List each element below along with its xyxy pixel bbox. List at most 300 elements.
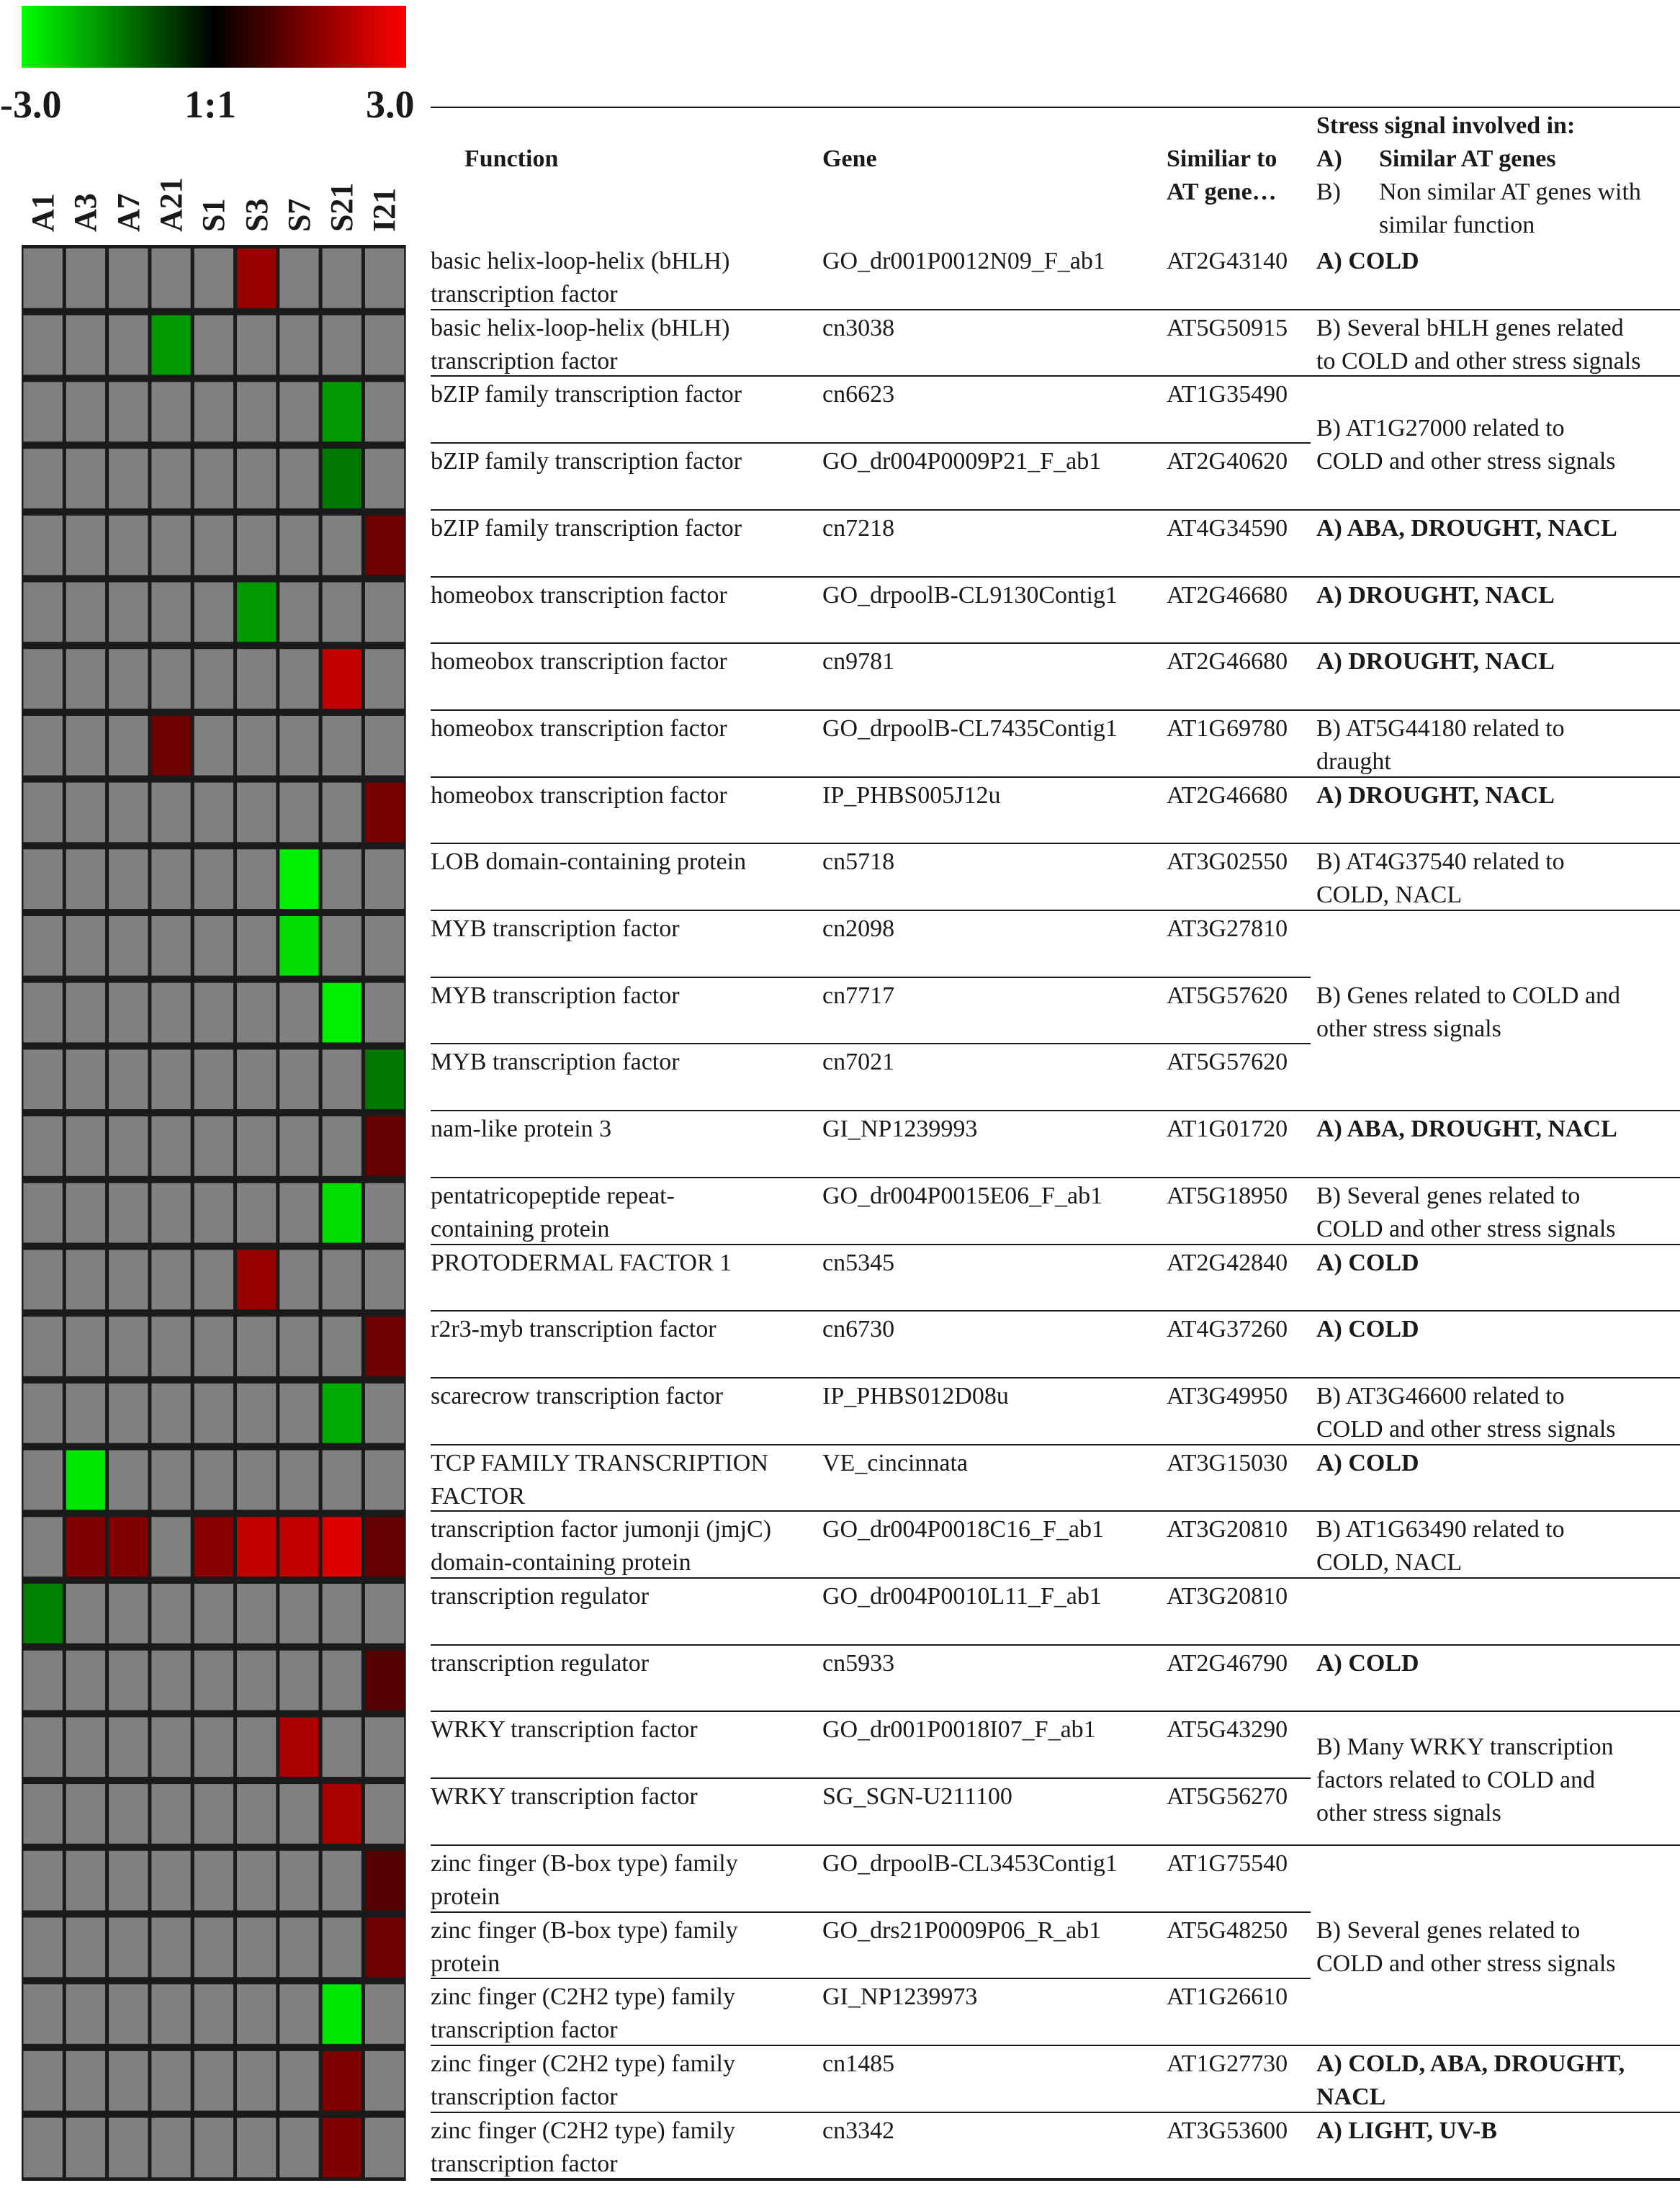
heatmap-cell-r1-S7 xyxy=(279,315,318,375)
heatmap-cell-r12-S21 xyxy=(323,1049,361,1109)
heatmap-cell-r17-S1 xyxy=(194,1384,233,1443)
heatmap-cell-r24-S21 xyxy=(323,1851,361,1911)
heatmap-cell-r24-A21 xyxy=(151,1851,190,1911)
table-bottom-rule xyxy=(431,2179,1680,2181)
heatmap-cell-r22-A1 xyxy=(24,1717,63,1777)
stress-note: A) COLD xyxy=(1316,1649,1419,1677)
stress-note: A) ABA, DROUGHT, NACL xyxy=(1316,1116,1617,1143)
heatmap-cell-r8-A1 xyxy=(24,783,63,843)
heatmap-cell-r15-A21 xyxy=(151,1250,190,1310)
heatmap-cell-r5-I21 xyxy=(365,583,404,642)
heatmap-cell-r13-I21 xyxy=(365,1116,404,1176)
at-gene-cell: AT2G46680 xyxy=(1167,648,1288,676)
heatmap-cell-r23-A7 xyxy=(109,1784,148,1844)
stress-note: to COLD and other stress signals xyxy=(1316,347,1641,375)
heatmap-cell-r21-S1 xyxy=(194,1651,233,1711)
heatmap-cell-r10-A21 xyxy=(151,916,190,976)
heatmap-cell-r20-S1 xyxy=(194,1584,233,1644)
heatmap-cell-r20-A21 xyxy=(151,1584,190,1644)
heatmap-cell-r22-I21 xyxy=(365,1717,404,1777)
stress-note: A) ABA, DROUGHT, NACL xyxy=(1316,514,1617,542)
at-gene-cell: AT1G01720 xyxy=(1167,1116,1288,1143)
heatmap-cell-r17-I21 xyxy=(365,1384,404,1443)
gene-cell: cn3342 xyxy=(822,2117,895,2144)
function-cell: scarecrow transcription factor xyxy=(431,1382,723,1409)
row-separator-partial xyxy=(431,442,1311,444)
heatmap-cell-r17-S7 xyxy=(279,1384,318,1443)
heatmap-cell-r17-A1 xyxy=(24,1384,63,1443)
heatmap-cell-r15-I21 xyxy=(365,1250,404,1310)
gene-cell: GI_NP1239993 xyxy=(822,1116,978,1143)
gene-cell: cn5345 xyxy=(822,1249,895,1276)
heatmap-cell-r9-A7 xyxy=(109,849,148,909)
header-stress-nonsimilar: Non similar AT genes with xyxy=(1379,179,1641,205)
heatmap-cell-r4-A3 xyxy=(66,516,105,575)
heatmap-cell-r21-A7 xyxy=(109,1651,148,1711)
gene-cell: cn7021 xyxy=(822,1049,895,1076)
heatmap-cell-r3-I21 xyxy=(365,449,404,508)
gene-cell: IP_PHBS012D08u xyxy=(822,1382,1009,1409)
heatmap-cell-r13-S21 xyxy=(323,1116,361,1176)
function-cell: r2r3-myb transcription factor xyxy=(431,1316,717,1343)
column-label-S3: S3 xyxy=(238,198,274,232)
heatmap-cell-r9-A1 xyxy=(24,849,63,909)
heatmap-cell-r27-I21 xyxy=(365,2051,404,2111)
stress-note: B) Many WRKY transcription xyxy=(1316,1733,1614,1760)
heatmap-cell-r17-S21 xyxy=(323,1384,361,1443)
colorbar-min-label: -3.0 xyxy=(0,83,62,126)
heatmap-cell-r23-A1 xyxy=(24,1784,63,1844)
heatmap-cell-r27-S21 xyxy=(323,2051,361,2111)
heatmap-cell-r18-I21 xyxy=(365,1451,404,1510)
heatmap-cell-r6-S3 xyxy=(237,649,276,709)
gene-cell: GO_dr004P0015E06_F_ab1 xyxy=(822,1182,1103,1209)
row-separator-partial xyxy=(431,977,1311,978)
heatmap-cell-r0-I21 xyxy=(365,248,404,308)
heatmap-cell-r4-S3 xyxy=(237,516,276,575)
gene-cell: SG_SGN-U211100 xyxy=(822,1783,1012,1811)
header-similar-line2: AT gene… xyxy=(1167,179,1277,205)
at-gene-cell: AT5G57620 xyxy=(1167,982,1288,1009)
heatmap-cell-r18-S21 xyxy=(323,1451,361,1510)
heatmap-cell-r26-S21 xyxy=(323,1984,361,2044)
heatmap-cell-r18-A21 xyxy=(151,1451,190,1510)
function-cell: LOB domain-containing protein xyxy=(431,848,747,876)
header-gene: Gene xyxy=(822,145,877,172)
heatmap-cell-r8-S1 xyxy=(194,783,233,843)
gene-cell: cn2098 xyxy=(822,915,895,942)
heatmap-cell-r13-S1 xyxy=(194,1116,233,1176)
heatmap-cell-r16-A3 xyxy=(66,1317,105,1376)
heatmap-cell-r3-S1 xyxy=(194,449,233,508)
heatmap-cell-r20-S3 xyxy=(237,1584,276,1644)
header-top-rule xyxy=(431,107,1680,108)
heatmap-cell-r10-I21 xyxy=(365,916,404,976)
colorbar xyxy=(22,6,406,68)
heatmap-cell-r1-A21 xyxy=(151,315,190,375)
heatmap-cell-r1-A1 xyxy=(24,315,63,375)
heatmap-cell-r26-A3 xyxy=(66,1984,105,2044)
function-cell: transcription factor xyxy=(431,2083,618,2110)
heatmap-cell-r8-A21 xyxy=(151,783,190,843)
heatmap-cell-r25-S7 xyxy=(279,1918,318,1978)
heatmap-cell-r10-S1 xyxy=(194,916,233,976)
heatmap-cell-r1-S3 xyxy=(237,315,276,375)
heatmap-cell-r14-I21 xyxy=(365,1183,404,1243)
heatmap-cell-r9-S21 xyxy=(323,849,361,909)
row-separator xyxy=(431,910,1680,911)
heatmap-cell-r21-S7 xyxy=(279,1651,318,1711)
function-cell: transcription factor xyxy=(431,347,618,375)
row-separator xyxy=(431,1644,1680,1646)
heatmap-cell-r16-S1 xyxy=(194,1317,233,1376)
heatmap-cell-r1-S1 xyxy=(194,315,233,375)
heatmap-cell-r16-S21 xyxy=(323,1317,361,1376)
gene-cell: cn6730 xyxy=(822,1316,895,1343)
at-gene-cell: AT3G53600 xyxy=(1167,2117,1288,2144)
header-stress-title: Stress signal involved in: xyxy=(1316,112,1576,139)
function-cell: zinc finger (C2H2 type) family xyxy=(431,2050,735,2077)
gene-cell: IP_PHBS005J12u xyxy=(822,781,1001,809)
heatmap-cell-r20-I21 xyxy=(365,1584,404,1644)
heatmap-cell-r16-S3 xyxy=(237,1317,276,1376)
heatmap-cell-r13-S3 xyxy=(237,1116,276,1176)
at-gene-cell: AT2G46790 xyxy=(1167,1649,1288,1677)
function-cell: bZIP family transcription factor xyxy=(431,514,742,542)
heatmap-cell-r9-I21 xyxy=(365,849,404,909)
heatmap-cell-r5-A21 xyxy=(151,583,190,642)
header-stress-nonsimilar-2: similar function xyxy=(1379,212,1535,238)
heatmap-cell-r7-S21 xyxy=(323,716,361,776)
heatmap-cell-r23-S3 xyxy=(237,1784,276,1844)
stress-note: B) AT1G63490 related to xyxy=(1316,1516,1565,1543)
at-gene-cell: AT5G50915 xyxy=(1167,314,1288,341)
at-gene-cell: AT5G18950 xyxy=(1167,1182,1288,1209)
heatmap-cell-r7-S7 xyxy=(279,716,318,776)
heatmap-cell-r20-S21 xyxy=(323,1584,361,1644)
gene-cell: cn7717 xyxy=(822,982,895,1009)
heatmap-cell-r0-S21 xyxy=(323,248,361,308)
heatmap-cell-r10-A1 xyxy=(24,916,63,976)
heatmap-cell-r4-S21 xyxy=(323,516,361,575)
row-separator xyxy=(431,709,1680,711)
heatmap-cell-r1-A7 xyxy=(109,315,148,375)
at-gene-cell: AT2G46680 xyxy=(1167,781,1288,809)
heatmap-cell-r26-A7 xyxy=(109,1984,148,2044)
heatmap-cell-r3-S7 xyxy=(279,449,318,508)
heatmap-cell-r27-A1 xyxy=(24,2051,63,2111)
row-separator xyxy=(431,1510,1680,1512)
at-gene-cell: AT5G56270 xyxy=(1167,1783,1288,1811)
heatmap-cell-r27-A21 xyxy=(151,2051,190,2111)
at-gene-cell: AT1G26610 xyxy=(1167,1983,1288,2011)
function-cell: FACTOR xyxy=(431,1482,526,1510)
heatmap-cell-r20-S7 xyxy=(279,1584,318,1644)
stress-note: COLD, NACL xyxy=(1316,882,1463,909)
at-gene-cell: AT1G35490 xyxy=(1167,381,1288,408)
heatmap-cell-r12-A21 xyxy=(151,1049,190,1109)
stress-note: COLD and other stress signals xyxy=(1316,447,1616,475)
function-cell: PROTODERMAL FACTOR 1 xyxy=(431,1249,732,1276)
heatmap-cell-r28-A3 xyxy=(66,2118,105,2178)
function-cell: WRKY transcription factor xyxy=(431,1716,698,1744)
gene-cell: cn7218 xyxy=(822,514,895,542)
heatmap-cell-r2-I21 xyxy=(365,382,404,441)
row-separator xyxy=(431,309,1680,310)
heatmap-cell-r18-A1 xyxy=(24,1451,63,1510)
heatmap-cell-r3-S21 xyxy=(323,449,361,508)
heatmap-cell-r6-A3 xyxy=(66,649,105,709)
heatmap-cell-r2-S3 xyxy=(237,382,276,441)
gene-cell: GO_dr004P0009P21_F_ab1 xyxy=(822,448,1102,475)
heatmap-cell-r26-S3 xyxy=(237,1984,276,2044)
heatmap-cell-r21-A3 xyxy=(66,1651,105,1711)
function-cell: homeobox transcription factor xyxy=(431,781,727,809)
column-label-A7: A7 xyxy=(110,193,146,232)
gene-cell: GO_drpoolB-CL9130Contig1 xyxy=(822,581,1118,609)
heatmap-cell-r0-S3 xyxy=(237,248,276,308)
heatmap-cell-r25-S1 xyxy=(194,1918,233,1978)
heatmap-cell-r2-A7 xyxy=(109,382,148,441)
heatmap-cell-r10-S7 xyxy=(279,916,318,976)
row-separator xyxy=(431,843,1680,844)
at-gene-cell: AT5G43290 xyxy=(1167,1716,1288,1744)
heatmap-cell-r9-S7 xyxy=(279,849,318,909)
heatmap-cell-r12-S7 xyxy=(279,1049,318,1109)
gene-cell: GI_NP1239973 xyxy=(822,1983,978,2011)
heatmap-cell-r25-A21 xyxy=(151,1918,190,1978)
gene-cell: cn5933 xyxy=(822,1649,895,1677)
heatmap xyxy=(22,245,406,2181)
heatmap-cell-r19-A7 xyxy=(109,1517,148,1577)
heatmap-cell-r26-S1 xyxy=(194,1984,233,2044)
gene-cell: GO_dr001P0018I07_F_ab1 xyxy=(822,1716,1096,1744)
heatmap-cell-r13-A3 xyxy=(66,1116,105,1176)
heatmap-cell-r14-A21 xyxy=(151,1183,190,1243)
heatmap-cell-r27-A3 xyxy=(66,2051,105,2111)
heatmap-cell-r15-S3 xyxy=(237,1250,276,1310)
heatmap-cell-r21-A21 xyxy=(151,1651,190,1711)
heatmap-cell-r4-I21 xyxy=(365,516,404,575)
heatmap-cell-r18-A7 xyxy=(109,1451,148,1510)
row-separator xyxy=(431,776,1680,778)
function-cell: zinc finger (C2H2 type) family xyxy=(431,1983,735,2011)
heatmap-cell-r26-A21 xyxy=(151,1984,190,2044)
colorbar-mid-label: 1:1 xyxy=(184,83,236,126)
heatmap-cell-r7-A7 xyxy=(109,716,148,776)
heatmap-cell-r25-S21 xyxy=(323,1918,361,1978)
function-cell: protein xyxy=(431,1883,500,1910)
heatmap-cell-r5-A3 xyxy=(66,583,105,642)
heatmap-cell-r7-S1 xyxy=(194,716,233,776)
heatmap-cell-r14-S21 xyxy=(323,1183,361,1243)
stress-note: other stress signals xyxy=(1316,1799,1501,1826)
stress-note: A) DROUGHT, NACL xyxy=(1316,781,1555,809)
heatmap-cell-r2-S7 xyxy=(279,382,318,441)
heatmap-cell-r26-A1 xyxy=(24,1984,63,2044)
column-label-S1: S1 xyxy=(196,198,232,232)
stress-note: A) DROUGHT, NACL xyxy=(1316,581,1555,609)
function-cell: containing protein xyxy=(431,1215,610,1242)
gene-cell: GO_dr004P0018C16_F_ab1 xyxy=(822,1516,1105,1543)
function-cell: MYB transcription factor xyxy=(431,1049,680,1076)
heatmap-cell-r12-S1 xyxy=(194,1049,233,1109)
row-separator xyxy=(431,576,1680,578)
stress-note: B) Several genes related to xyxy=(1316,1916,1581,1944)
stress-note: B) Several genes related to xyxy=(1316,1182,1581,1209)
heatmap-cell-r28-S1 xyxy=(194,2118,233,2178)
heatmap-cell-r5-A7 xyxy=(109,583,148,642)
heatmap-cell-r8-S3 xyxy=(237,783,276,843)
heatmap-cell-r5-A1 xyxy=(24,583,63,642)
heatmap-cell-r23-A21 xyxy=(151,1784,190,1844)
heatmap-cell-r23-S21 xyxy=(323,1784,361,1844)
column-label-A3: A3 xyxy=(68,193,104,232)
function-cell: WRKY transcription factor xyxy=(431,1783,698,1811)
heatmap-cell-r2-A3 xyxy=(66,382,105,441)
heatmap-cell-r28-A7 xyxy=(109,2118,148,2178)
heatmap-cell-r14-A7 xyxy=(109,1183,148,1243)
stress-note: A) LIGHT, UV-B xyxy=(1316,2117,1497,2144)
function-cell: zinc finger (C2H2 type) family xyxy=(431,2117,735,2144)
at-gene-cell: AT3G49950 xyxy=(1167,1382,1288,1409)
row-separator xyxy=(431,1377,1680,1378)
row-separator xyxy=(431,642,1680,644)
at-gene-cell: AT2G42840 xyxy=(1167,1249,1288,1276)
heatmap-cell-r18-S3 xyxy=(237,1451,276,1510)
heatmap-cell-r13-A21 xyxy=(151,1116,190,1176)
heatmap-cell-r12-S3 xyxy=(237,1049,276,1109)
heatmap-cell-r27-A7 xyxy=(109,2051,148,2111)
heatmap-cell-r24-S7 xyxy=(279,1851,318,1911)
heatmap-cell-r27-S1 xyxy=(194,2051,233,2111)
heatmap-cell-r10-A7 xyxy=(109,916,148,976)
function-cell: bZIP family transcription factor xyxy=(431,381,742,408)
stress-note: COLD and other stress signals xyxy=(1316,1950,1616,1977)
heatmap-cell-r14-A1 xyxy=(24,1183,63,1243)
heatmap-cell-r5-S7 xyxy=(279,583,318,642)
stress-note: COLD, NACL xyxy=(1316,1549,1463,1577)
gene-cell: GO_drpoolB-CL3453Contig1 xyxy=(822,1850,1118,1877)
heatmap-cell-r17-A21 xyxy=(151,1384,190,1443)
heatmap-cell-r2-A21 xyxy=(151,382,190,441)
at-gene-cell: AT3G20810 xyxy=(1167,1583,1288,1610)
heatmap-cell-r28-I21 xyxy=(365,2118,404,2178)
heatmap-cell-r25-I21 xyxy=(365,1918,404,1978)
heatmap-cell-r28-S7 xyxy=(279,2118,318,2178)
heatmap-cell-r11-S3 xyxy=(237,983,276,1043)
heatmap-cell-r17-A7 xyxy=(109,1384,148,1443)
heatmap-cell-r0-A1 xyxy=(24,248,63,308)
heatmap-cell-r27-S7 xyxy=(279,2051,318,2111)
heatmap-cell-r22-S21 xyxy=(323,1717,361,1777)
function-cell: bZIP family transcription factor xyxy=(431,448,742,475)
at-gene-cell: AT3G15030 xyxy=(1167,1449,1288,1476)
stress-note: other stress signals xyxy=(1316,1015,1501,1042)
heatmap-cell-r2-S21 xyxy=(323,382,361,441)
heatmap-cell-r6-S21 xyxy=(323,649,361,709)
heatmap-cell-r10-S3 xyxy=(237,916,276,976)
header-function: Function xyxy=(464,145,559,172)
heatmap-cell-r24-I21 xyxy=(365,1851,404,1911)
heatmap-cell-r4-S1 xyxy=(194,516,233,575)
row-separator-partial xyxy=(431,1978,1311,1979)
heatmap-cell-r9-S1 xyxy=(194,849,233,909)
function-cell: transcription regulator xyxy=(431,1583,650,1610)
heatmap-cell-r13-A7 xyxy=(109,1116,148,1176)
at-gene-cell: AT3G27810 xyxy=(1167,915,1288,942)
heatmap-cell-r17-A3 xyxy=(66,1384,105,1443)
row-separator xyxy=(431,509,1680,511)
stress-note: A) COLD xyxy=(1316,1449,1419,1476)
at-gene-cell: AT4G37260 xyxy=(1167,1316,1288,1343)
stress-note: B) AT1G27000 related to xyxy=(1316,414,1565,441)
heatmap-cell-r23-S1 xyxy=(194,1784,233,1844)
heatmap-cell-r15-S21 xyxy=(323,1250,361,1310)
at-gene-cell: AT5G57620 xyxy=(1167,1049,1288,1076)
at-gene-cell: AT2G43140 xyxy=(1167,248,1288,274)
heatmap-cell-r24-S1 xyxy=(194,1851,233,1911)
row-separator xyxy=(431,1577,1680,1579)
heatmap-cell-r9-A3 xyxy=(66,849,105,909)
heatmap-cell-r3-S3 xyxy=(237,449,276,508)
function-cell: MYB transcription factor xyxy=(431,982,680,1009)
heatmap-cell-r16-A1 xyxy=(24,1317,63,1376)
heatmap-cell-r14-S1 xyxy=(194,1183,233,1243)
heatmap-cell-r7-A21 xyxy=(151,716,190,776)
row-separator xyxy=(431,1711,1680,1712)
heatmap-cell-r11-I21 xyxy=(365,983,404,1043)
stress-note: A) COLD xyxy=(1316,1249,1419,1276)
heatmap-cell-r4-A7 xyxy=(109,516,148,575)
function-cell: zinc finger (B-box type) family xyxy=(431,1850,738,1877)
heatmap-cell-r21-S3 xyxy=(237,1651,276,1711)
column-label-S7: S7 xyxy=(281,198,317,232)
heatmap-cell-r2-S1 xyxy=(194,382,233,441)
heatmap-cell-r14-S7 xyxy=(279,1183,318,1243)
column-label-A21: A21 xyxy=(153,177,189,232)
heatmap-cell-r17-S3 xyxy=(237,1384,276,1443)
gene-cell: GO_drpoolB-CL7435Contig1 xyxy=(822,714,1118,742)
heatmap-cell-r18-S7 xyxy=(279,1451,318,1510)
heatmap-cell-r12-I21 xyxy=(365,1049,404,1109)
heatmap-cell-r16-A21 xyxy=(151,1317,190,1376)
header-similar-line1: Similiar to xyxy=(1167,145,1277,172)
heatmap-cell-r3-A21 xyxy=(151,449,190,508)
row-separator xyxy=(431,2112,1680,2113)
gene-cell: GO_dr004P0010L11_F_ab1 xyxy=(822,1583,1102,1610)
function-cell: basic helix-loop-helix (bHLH) xyxy=(431,248,730,274)
function-cell: transcription factor jumonji (jmjC) xyxy=(431,1516,772,1543)
heatmap-cell-r18-S1 xyxy=(194,1451,233,1510)
heatmap-cell-r11-S7 xyxy=(279,983,318,1043)
heatmap-cell-r12-A7 xyxy=(109,1049,148,1109)
heatmap-cell-r16-A7 xyxy=(109,1317,148,1376)
heatmap-cell-r22-S3 xyxy=(237,1717,276,1777)
heatmap-cell-r0-A3 xyxy=(66,248,105,308)
heatmap-cell-r28-S21 xyxy=(323,2118,361,2178)
at-gene-cell: AT1G27730 xyxy=(1167,2050,1288,2077)
heatmap-cell-r6-A1 xyxy=(24,649,63,709)
stress-note: B) AT4G37540 related to xyxy=(1316,848,1565,876)
heatmap-cell-r23-I21 xyxy=(365,1784,404,1844)
heatmap-cell-r24-A7 xyxy=(109,1851,148,1911)
heatmap-cell-r8-A7 xyxy=(109,783,148,843)
heatmap-cell-r19-I21 xyxy=(365,1517,404,1577)
heatmap-cell-r7-S3 xyxy=(237,716,276,776)
at-gene-cell: AT3G20810 xyxy=(1167,1516,1288,1543)
heatmap-cell-r19-S3 xyxy=(237,1517,276,1577)
